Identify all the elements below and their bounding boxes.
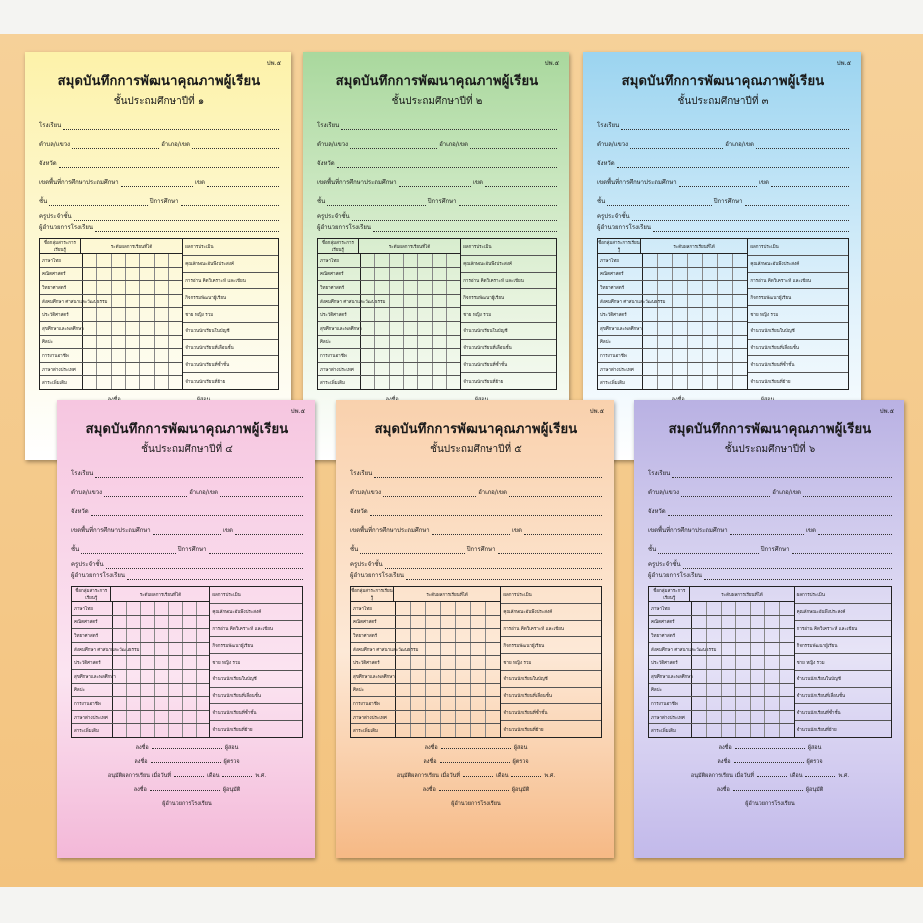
teacher-signature: ลงชื่อ ผู้สอน <box>135 745 239 751</box>
area-field: เขตพื้นที่การศึกษาประถมศึกษา เขต <box>71 522 303 535</box>
area-field: เขตพื้นที่การศึกษาประถมศึกษา เขต <box>597 174 849 187</box>
form-code: ปพ.๕ <box>266 60 281 67</box>
form-grade: ชั้นประถมศึกษาปีที่ ๕ <box>430 444 522 455</box>
form-grade: ชั้นประถมศึกษาปีที่ ๑ <box>113 96 205 107</box>
location-field: ตำบล/แขวง อำเภอ/เขต <box>597 136 849 149</box>
class-field: ชั้น ปีการศึกษา <box>39 193 279 206</box>
director-field: ผู้อำนวยการโรงเรียน <box>350 571 602 580</box>
report-card-grade-5 <box>336 400 614 858</box>
school-field: โรงเรียน <box>317 117 557 130</box>
head-signature: ลงชื่อ ผู้ตรวจ <box>717 759 823 765</box>
form-code: ปพ.๕ <box>290 408 305 415</box>
grade-table: ชื่อกลุ่มสาระการเรียนรู้ ระดับผลการเรียนที่ได้ ภาษาไทย คณิตศาสตร์ วิทยาศาสตร์ สังคมศึกษา ศาสนาและวัฒนธรรม ประวัติศาสตร์ สุขศึกษาและพลศึกษา ศิลปะ การงานอาชีพ ภาษาต่างประเทศ สาระเพิ่มเติม ผลการประเมิน คุณลักษณะอันพึงประสงค์ การอ่าน คิดวิเคราะห์ และเขียน กิจกรรมพัฒนาผู้เรียน ชาย หญิง รวม จำนวนนักเรียนในบัญชี จำนวนนักเรียนที่เลื่อนชั้น จำนวนนักเรียนที่ซ้ำชั้น จำนวนนักเรียนที่ย้าย <box>71 586 303 738</box>
director-title: ผู้อำนวยการโรงเรียน <box>745 801 795 807</box>
form-title: สมุดบันทึกการพัฒนาคุณภาพผู้เรียน <box>668 422 872 437</box>
location-field: ตำบล/แขวง อำเภอ/เขต <box>39 136 279 149</box>
form-grade: ชั้นประถมศึกษาปีที่ ๒ <box>391 96 483 107</box>
director-field: ผู้อำนวยการโรงเรียน <box>597 223 849 232</box>
form-code: ปพ.๕ <box>879 408 894 415</box>
class-field: ชั้น ปีการศึกษา <box>317 193 557 206</box>
teacher-signature: ลงชื่อ ผู้สอน <box>718 745 822 751</box>
grade-table: ชื่อกลุ่มสาระการเรียนรู้ ระดับผลการเรียนที่ได้ ภาษาไทย คณิตศาสตร์ วิทยาศาสตร์ สังคมศึกษา ศาสนาและวัฒนธรรม ประวัติศาสตร์ สุขศึกษาและพลศึกษา ศิลปะ การงานอาชีพ ภาษาต่างประเทศ สาระเพิ่มเติม ผลการประเมิน คุณลักษณะอันพึงประสงค์ การอ่าน คิดวิเคราะห์ และเขียน กิจกรรมพัฒนาผู้เรียน ชาย หญิง รวม จำนวนนักเรียนในบัญชี จำนวนนักเรียนที่เลื่อนชั้น จำนวนนักเรียนที่ซ้ำชั้น จำนวนนักเรียนที่ย้าย <box>317 238 557 390</box>
approver-signature: ลงชื่อ ผู้อนุมัติ <box>133 787 241 793</box>
province-field: จังหวัด <box>648 503 892 516</box>
grade-table: ชื่อกลุ่มสาระการเรียนรู้ ระดับผลการเรียนที่ได้ ภาษาไทย คณิตศาสตร์ วิทยาศาสตร์ สังคมศึกษา ศาสนาและวัฒนธรรม ประวัติศาสตร์ สุขศึกษาและพลศึกษา ศิลปะ การงานอาชีพ ภาษาต่างประเทศ สาระเพิ่มเติม ผลการประเมิน คุณลักษณะอันพึงประสงค์ การอ่าน คิดวิเคราะห์ และเขียน กิจกรรมพัฒนาผู้เรียน ชาย หญิง รวม จำนวนนักเรียนในบัญชี จำนวนนักเรียนที่เลื่อนชั้น จำนวนนักเรียนที่ซ้ำชั้น จำนวนนักเรียนที่ย้าย <box>597 238 849 390</box>
teacher-field: ครูประจำชั้น <box>350 560 602 569</box>
form-code: ปพ.๕ <box>544 60 559 67</box>
teacher-field: ครูประจำชั้น <box>71 560 303 569</box>
area-field: เขตพื้นที่การศึกษาประถมศึกษา เขต <box>317 174 557 187</box>
director-field: ผู้อำนวยการโรงเรียน <box>317 223 557 232</box>
report-card-grade-2 <box>303 52 569 460</box>
location-field: ตำบล/แขวง อำเภอ/เขต <box>71 484 303 497</box>
teacher-field: ครูประจำชั้น <box>317 212 557 221</box>
area-field: เขตพื้นที่การศึกษาประถมศึกษา เขต <box>39 174 279 187</box>
province-field: จังหวัด <box>39 155 279 168</box>
grade-table: ชื่อกลุ่มสาระการเรียนรู้ ระดับผลการเรียนที่ได้ ภาษาไทย คณิตศาสตร์ วิทยาศาสตร์ สังคมศึกษา ศาสนาและวัฒนธรรม ประวัติศาสตร์ สุขศึกษาและพลศึกษา ศิลปะ การงานอาชีพ ภาษาต่างประเทศ สาระเพิ่มเติม ผลการประเมิน คุณลักษณะอันพึงประสงค์ การอ่าน คิดวิเคราะห์ และเขียน กิจกรรมพัฒนาผู้เรียน ชาย หญิง รวม จำนวนนักเรียนในบัญชี จำนวนนักเรียนที่เลื่อนชั้น จำนวนนักเรียนที่ซ้ำชั้น จำนวนนักเรียนที่ย้าย <box>648 586 892 738</box>
form-title: สมุดบันทึกการพัฒนาคุณภาพผู้เรียน <box>85 422 289 437</box>
form-title: สมุดบันทึกการพัฒนาคุณภาพผู้เรียน <box>335 74 539 89</box>
report-card-grade-3 <box>583 52 861 460</box>
form-grade: ชั้นประถมศึกษาปีที่ ๔ <box>141 444 233 455</box>
teacher-field: ครูประจำชั้น <box>648 560 892 569</box>
form-title: สมุดบันทึกการพัฒนาคุณภาพผู้เรียน <box>57 74 261 89</box>
report-card-grade-6 <box>634 400 904 858</box>
school-field: โรงเรียน <box>71 465 303 478</box>
class-field: ชั้น ปีการศึกษา <box>648 541 892 554</box>
area-field: เขตพื้นที่การศึกษาประถมศึกษา เขต <box>648 522 892 535</box>
location-field: ตำบล/แขวง อำเภอ/เขต <box>317 136 557 149</box>
director-field: ผู้อำนวยการโรงเรียน <box>71 571 303 580</box>
form-code: ปพ.๕ <box>589 408 604 415</box>
director-title: ผู้อำนวยการโรงเรียน <box>451 801 501 807</box>
teacher-field: ครูประจำชั้น <box>39 212 279 221</box>
form-grade: ชั้นประถมศึกษาปีที่ ๓ <box>677 96 769 107</box>
form-code: ปพ.๕ <box>836 60 851 67</box>
approver-signature: ลงชื่อ ผู้อนุมัติ <box>422 787 530 793</box>
location-field: ตำบล/แขวง อำเภอ/เขต <box>350 484 602 497</box>
class-field: ชั้น ปีการศึกษา <box>597 193 849 206</box>
approver-signature: ลงชื่อ ผู้อนุมัติ <box>716 787 824 793</box>
head-signature: ลงชื่อ ผู้ตรวจ <box>423 759 529 765</box>
director-field: ผู้อำนวยการโรงเรียน <box>39 223 279 232</box>
form-grade: ชั้นประถมศึกษาปีที่ ๖ <box>724 444 816 455</box>
school-field: โรงเรียน <box>39 117 279 130</box>
province-field: จังหวัด <box>350 503 602 516</box>
school-field: โรงเรียน <box>597 117 849 130</box>
province-field: จังหวัด <box>71 503 303 516</box>
area-field: เขตพื้นที่การศึกษาประถมศึกษา เขต <box>350 522 602 535</box>
class-field: ชั้น ปีการศึกษา <box>71 541 303 554</box>
director-title: ผู้อำนวยการโรงเรียน <box>162 801 212 807</box>
teacher-signature: ลงชื่อ ผู้สอน <box>424 745 528 751</box>
location-field: ตำบล/แขวง อำเภอ/เขต <box>648 484 892 497</box>
report-card-grade-4 <box>57 400 315 858</box>
approved-date: อนุมัติผลการเรียน เมื่อวันที่ เดือน พ.ศ. <box>690 773 850 779</box>
approved-date: อนุมัติผลการเรียน เมื่อวันที่ เดือน พ.ศ. <box>396 773 556 779</box>
form-title: สมุดบันทึกการพัฒนาคุณภาพผู้เรียน <box>374 422 578 437</box>
province-field: จังหวัด <box>317 155 557 168</box>
report-card-grade-1 <box>25 52 291 460</box>
teacher-field: ครูประจำชั้น <box>597 212 849 221</box>
head-signature: ลงชื่อ ผู้ตรวจ <box>134 759 240 765</box>
form-title: สมุดบันทึกการพัฒนาคุณภาพผู้เรียน <box>621 74 825 89</box>
grade-table: ชื่อกลุ่มสาระการเรียนรู้ ระดับผลการเรียนที่ได้ ภาษาไทย คณิตศาสตร์ วิทยาศาสตร์ สังคมศึกษา ศาสนาและวัฒนธรรม ประวัติศาสตร์ สุขศึกษาและพลศึกษา ศิลปะ การงานอาชีพ ภาษาต่างประเทศ สาระเพิ่มเติม ผลการประเมิน คุณลักษณะอันพึงประสงค์ การอ่าน คิดวิเคราะห์ และเขียน กิจกรรมพัฒนาผู้เรียน ชาย หญิง รวม จำนวนนักเรียนในบัญชี จำนวนนักเรียนที่เลื่อนชั้น จำนวนนักเรียนที่ซ้ำชั้น จำนวนนักเรียนที่ย้าย <box>350 586 602 738</box>
class-field: ชั้น ปีการศึกษา <box>350 541 602 554</box>
school-field: โรงเรียน <box>350 465 602 478</box>
grade-table: ชื่อกลุ่มสาระการเรียนรู้ ระดับผลการเรียนที่ได้ ภาษาไทย คณิตศาสตร์ วิทยาศาสตร์ สังคมศึกษา ศาสนาและวัฒนธรรม ประวัติศาสตร์ สุขศึกษาและพลศึกษา ศิลปะ การงานอาชีพ ภาษาต่างประเทศ สาระเพิ่มเติม ผลการประเมิน คุณลักษณะอันพึงประสงค์ การอ่าน คิดวิเคราะห์ และเขียน กิจกรรมพัฒนาผู้เรียน ชาย หญิง รวม จำนวนนักเรียนในบัญชี จำนวนนักเรียนที่เลื่อนชั้น จำนวนนักเรียนที่ซ้ำชั้น จำนวนนักเรียนที่ย้าย <box>39 238 279 390</box>
approved-date: อนุมัติผลการเรียน เมื่อวันที่ เดือน พ.ศ. <box>107 773 267 779</box>
director-field: ผู้อำนวยการโรงเรียน <box>648 571 892 580</box>
province-field: จังหวัด <box>597 155 849 168</box>
school-field: โรงเรียน <box>648 465 892 478</box>
